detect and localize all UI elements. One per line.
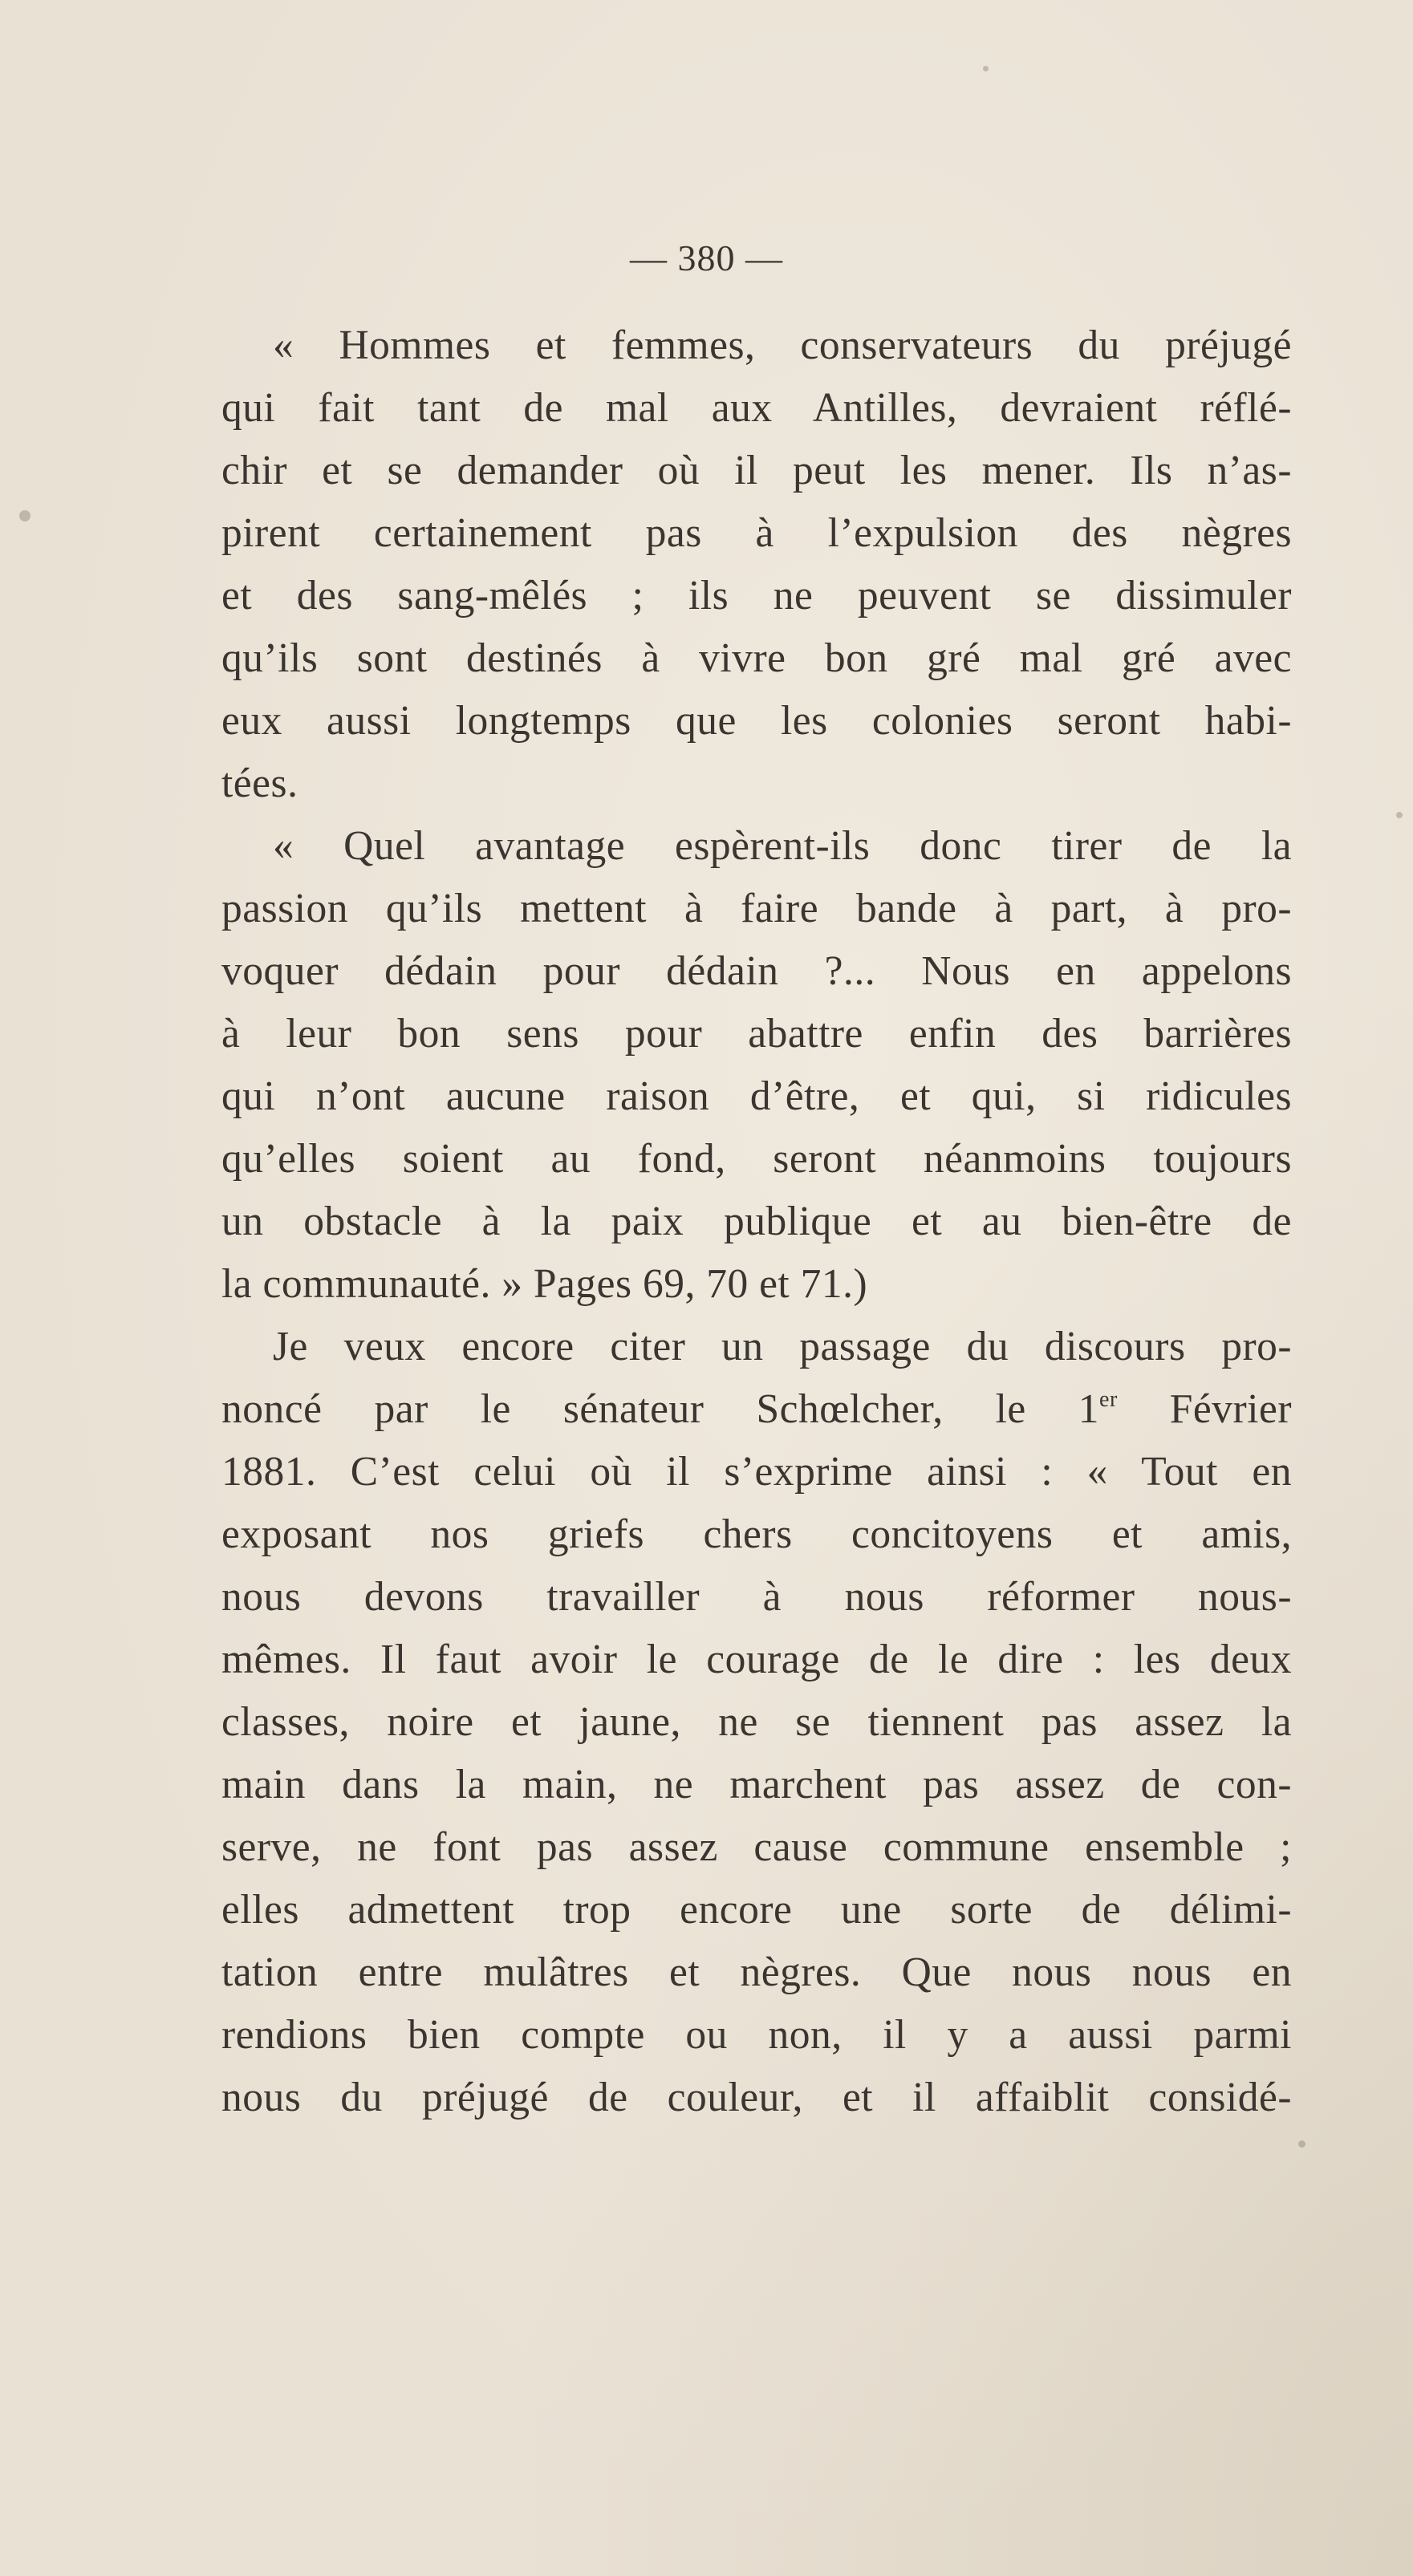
text-line: passion qu’ils mettent à faire bande à part, à pro- <box>221 886 1292 931</box>
text-line: « Quel avantage espèrent-ils donc tirer de la <box>273 823 1292 869</box>
text-line: un obstacle à la paix publique et au bien-être de <box>221 1199 1292 1244</box>
text-line: eux aussi longtemps que les colonies seront habi- <box>221 698 1292 744</box>
paper-speck <box>19 510 30 521</box>
text-line: elles admettent trop encore une sorte de délimi- <box>221 1887 1292 1933</box>
text-line: qui fait tant de mal aux Antilles, devraient réflé- <box>221 385 1292 431</box>
text-line: tées. <box>221 761 298 806</box>
page-number: — 380 — <box>630 237 783 278</box>
text-line-with-superscript <box>221 1378 1292 1441</box>
text-line: nous du préjugé de couleur, et il affaiblit considé- <box>221 2075 1292 2120</box>
text-line: classes, noire et jaune, ne se tiennent pas assez la <box>221 1699 1292 1745</box>
text-line: la communauté. » Pages 69, 70 et 71.) <box>221 1261 868 1307</box>
paper-speck <box>983 66 989 71</box>
text-line: rendions bien compte ou non, il y a aussi parmi <box>221 2012 1292 2058</box>
text-line: mêmes. Il faut avoir le courage de le dire : les deux <box>221 1637 1292 1682</box>
text-line: serve, ne font pas assez cause commune ensemble ; <box>221 1824 1292 1870</box>
text-line: 1881. C’est celui où il s’exprime ainsi : « Tout en <box>221 1449 1292 1495</box>
text-line: voquer dédain pour dédain ?... Nous en appelons <box>221 948 1292 994</box>
text-line: et des sang-mêlés ; ils ne peuvent se dissimuler <box>221 573 1292 619</box>
text-line: qu’elles soient au fond, seront néanmoins toujours <box>221 1136 1292 1182</box>
text-line: qu’ils sont destinés à vivre bon gré mal gré avec <box>221 635 1292 681</box>
text-line: pirent certainement pas à l’expulsion des nègres <box>221 510 1292 556</box>
paper-speck <box>1298 2140 1305 2148</box>
text-segment: noncé par le sénateur Schœlcher, le 1 <box>221 1386 1100 1432</box>
text-line: tation entre mulâtres et nègres. Que nous nous en <box>221 1949 1292 1995</box>
text-line: à leur bon sens pour abattre enfin des barrières <box>221 1011 1292 1057</box>
text-line: « Hommes et femmes, conservateurs du préjugé <box>273 323 1292 368</box>
paper-speck <box>1396 812 1403 818</box>
text-line: nous devons travailler à nous réformer nous- <box>221 1574 1292 1620</box>
superscript: er <box>1099 1387 1118 1412</box>
text-line: Je veux encore citer un passage du discours pro- <box>273 1324 1292 1369</box>
body-text <box>221 314 1292 2129</box>
text-line: qui n’ont aucune raison d’être, et qui, si ridicules <box>221 1073 1292 1119</box>
text-line: chir et se demander où il peut les mener. Ils n’as- <box>221 448 1292 493</box>
text-line: main dans la main, ne marchent pas assez de con- <box>221 1762 1292 1807</box>
text-segment: Février <box>1117 1386 1293 1432</box>
text-line: exposant nos griefs chers concitoyens et amis, <box>221 1511 1292 1557</box>
